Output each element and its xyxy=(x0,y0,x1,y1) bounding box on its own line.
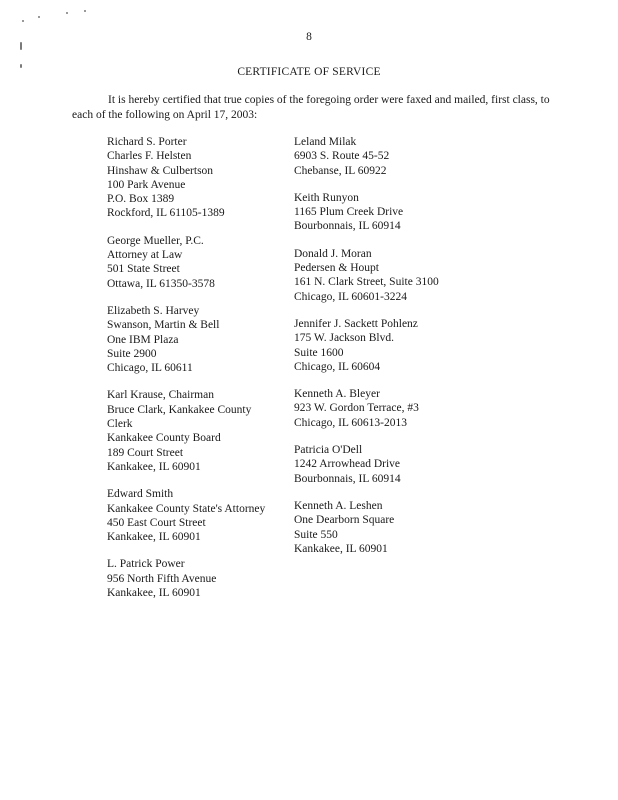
recipient-entry xyxy=(294,191,494,234)
recipient-line: Elizabeth S. Harvey xyxy=(107,304,200,317)
recipient-line: Chicago, IL 60611 xyxy=(107,362,193,375)
recipient-line: Kenneth A. Leshen xyxy=(294,499,383,512)
recipient-line: Clerk xyxy=(107,418,133,431)
recipient-line: 175 W. Jackson Blvd. xyxy=(294,332,394,345)
intro-paragraph: It is hereby certified that true copies of the foregoing order were faxed and mailed, first class, to each of the following on April 17, 2003: xyxy=(72,94,550,121)
recipient-line: Chicago, IL 60613-2013 xyxy=(294,416,407,429)
recipient-line: 923 W. Gordon Terrace, #3 xyxy=(294,402,419,415)
recipient-line: Chicago, IL 60604 xyxy=(294,360,381,373)
service-list-right xyxy=(294,135,494,569)
recipient-line: Kankakee County State's Attorney xyxy=(107,502,266,515)
recipient-line: Suite 1600 xyxy=(294,346,344,359)
scan-speck xyxy=(84,10,86,12)
recipient-entry xyxy=(107,388,297,474)
recipient-entry xyxy=(107,487,297,544)
recipient-line: 956 North Fifth Avenue xyxy=(107,572,217,585)
recipient-line: Chebanse, IL 60922 xyxy=(294,164,387,177)
recipient-line: Patricia O'Dell xyxy=(294,444,363,457)
recipient-line: Ottawa, IL 61350-3578 xyxy=(107,277,215,290)
recipient-line: Bourbonnais, IL 60914 xyxy=(294,220,401,233)
recipient-line: 501 State Street xyxy=(107,263,180,276)
recipient-line: Suite 2900 xyxy=(107,347,157,360)
recipient-line: P.O. Box 1389 xyxy=(107,193,175,206)
scan-speck xyxy=(38,16,40,18)
recipient-entry xyxy=(107,234,297,291)
recipient-line: 100 Park Avenue xyxy=(107,178,186,191)
recipient-line: One IBM Plaza xyxy=(107,333,179,346)
service-list-left xyxy=(107,135,297,613)
recipient-entry xyxy=(107,557,297,600)
recipient-line: 6903 S. Route 45-52 xyxy=(294,150,390,163)
recipient-line: Bourbonnais, IL 60914 xyxy=(294,472,401,485)
recipient-line: Keith Runyon xyxy=(294,191,359,204)
recipient-line: One Dearborn Square xyxy=(294,514,395,527)
recipient-line: Pedersen & Houpt xyxy=(294,262,379,275)
recipient-line: Kankakee County Board xyxy=(107,432,221,445)
recipient-line: 161 N. Clark Street, Suite 3100 xyxy=(294,276,439,289)
recipient-line: Edward Smith xyxy=(107,488,174,501)
recipient-line: Swanson, Martin & Bell xyxy=(107,319,220,332)
recipient-line: Suite 550 xyxy=(294,528,338,541)
recipient-line: George Mueller, P.C. xyxy=(107,234,204,247)
recipient-entry xyxy=(294,387,494,430)
recipient-entry xyxy=(294,499,494,556)
recipient-line: Jennifer J. Sackett Pohlenz xyxy=(294,317,418,330)
recipient-line: Kankakee, IL 60901 xyxy=(107,587,201,600)
recipient-line: Chicago, IL 60601-3224 xyxy=(294,290,407,303)
recipient-line: 1242 Arrowhead Drive xyxy=(294,458,401,471)
recipient-entry xyxy=(107,135,297,221)
scan-speck xyxy=(22,20,24,22)
recipient-entry xyxy=(107,304,297,375)
scan-speck xyxy=(66,12,68,14)
recipient-line: 189 Court Street xyxy=(107,446,184,459)
recipient-line: Leland Milak xyxy=(294,136,357,148)
recipient-line: L. Patrick Power xyxy=(107,558,185,571)
recipient-line: Karl Krause, Chairman xyxy=(107,389,214,402)
recipient-line: Bruce Clark, Kankakee County xyxy=(107,403,252,416)
recipient-entry xyxy=(294,443,494,486)
recipient-line: Charles F. Helsten xyxy=(107,150,192,163)
recipient-line: 1165 Plum Creek Drive xyxy=(294,206,404,219)
page-title: CERTIFICATE OF SERVICE xyxy=(237,66,381,78)
recipient-line: 450 East Court Street xyxy=(107,516,206,529)
recipient-line: Richard S. Porter xyxy=(107,136,187,148)
recipient-entry xyxy=(294,135,494,178)
recipient-line: Hinshaw & Culbertson xyxy=(107,164,214,177)
recipient-line: Kankakee, IL 60901 xyxy=(107,531,201,544)
page-number: 8 xyxy=(306,31,312,43)
recipient-line: Donald J. Moran xyxy=(294,247,372,260)
recipient-line: Kankakee, IL 60901 xyxy=(107,460,201,473)
recipient-line: Kankakee, IL 60901 xyxy=(294,542,388,555)
recipient-entry xyxy=(294,317,494,374)
scan-speck xyxy=(20,42,22,50)
recipient-line: Rockford, IL 61105-1389 xyxy=(107,207,225,220)
recipient-line: Attorney at Law xyxy=(107,249,183,262)
recipient-entry xyxy=(294,247,494,304)
recipient-line: Kenneth A. Bleyer xyxy=(294,388,380,401)
